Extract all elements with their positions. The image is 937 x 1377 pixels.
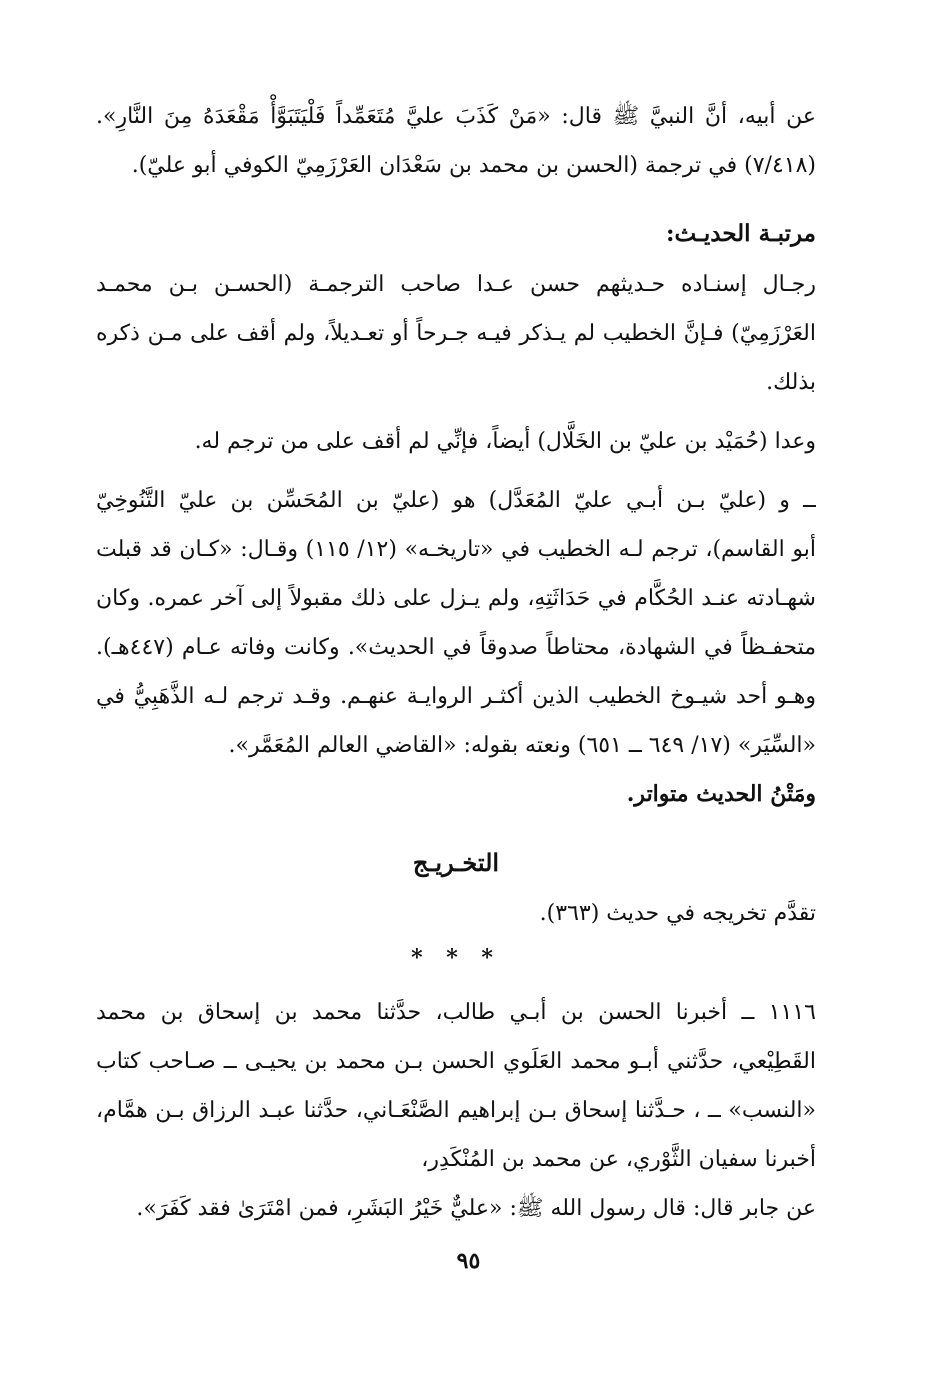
takhrij-text: تقدَّم تخريجه في حديث (٣٦٣). [539, 901, 816, 926]
hadith-line-4: أخبرنا سفيان الثَّوْري، عن محمد بن المُنْكَدِر، [421, 1147, 816, 1172]
rank-para1-line-2: العَرْزَمِيّ) فـإنَّ الخطيب لم يـذكر فيـه جـرحاً أو تعـديلاً، ولم أقف على مـن ذكره [96, 321, 816, 346]
rank-para3-line-4: متحفـظاً في الشهادة، محتاطاً صدوقاً في الحديث». وكانت وفاته عـام (٤٤٧هـ). [96, 635, 816, 660]
page-number: ٩٥ [456, 1248, 481, 1274]
rank-heading: مرتبـة الحديـث: [666, 220, 816, 247]
rank-para3-line-1: ــ و (عليّ بـن أبـي عليّ المُعَدَّل) هو (عليّ بن المُحَسِّن بن عليّ التَّنُوخِيّ [96, 488, 816, 513]
section-separator: * * * [411, 945, 501, 971]
page-body [96, 92, 816, 1233]
hadith-line-1: ١١١٦ ــ أخبرنا الحسن بن أبـي طالب، حدَّثنا محمد بن إسحاق بن محمد [96, 1000, 816, 1025]
takhrij-heading: التخـريـج [412, 848, 500, 877]
hadith-last-line: عن جابر قال: قال رسول الله ﷺ: «عليٌّ خَيْرُ البَشَرِ، فمن امْتَرَىٰ فقد كَفَرَ». [136, 1196, 816, 1221]
intro-line-1: عن أبيه، أنَّ النبيَّ ﷺ قال: «مَنْ كَذَبَ عليَّ مُتَعَمِّداً فَلْيَتَبَوَّأْ مَقْعَدَهُ مِنَ النَّارِ». [96, 104, 816, 129]
rank-para3-line-5: وهـو أحد شيـوخ الخطيب الذين أكثـر الروايـة عنهـم. وقـد ترجم لـه الذَّهَبِيُّ في [96, 684, 816, 709]
intro-line-2: (٧/٤١٨) في ترجمة (الحسن بن محمد بن سَعْدَان العَرْزَمِيّ الكوفي أبو عليّ). [131, 153, 816, 178]
rank-para3-line-2: أبو القاسم)، ترجم لـه الخطيب في «تاريخـه» (١٢/ ١١٥) وقـال: «كـان قد قبلت [96, 537, 816, 562]
rank-para1-line-1: رجـال إسنـاده حـديثهم حسن عـدا صاحب الترجمـة (الحسـن بـن محمـد [96, 272, 816, 297]
rank-para4: ومَتْنُ الحديث متواتر. [626, 781, 816, 807]
hadith-line-2: القَطِيْعي، حدَّثني أبـو محمد العَلَوي الحسن بـن محمد بن يحيـى ــ صـاحب كتاب [96, 1049, 816, 1074]
rank-para3-line-3: شهـادته عنـد الحُكَّام في حَدَاثَتِهِ، ولم يـزل على ذلك مقبولاً إلى آخر عمره. وكان [96, 586, 816, 611]
rank-para2: وعدا (حُمَيْد بن عليّ بن الخَلَّال) أيضاً، فإنِّي لم أقف على من ترجم له. [194, 429, 816, 454]
rank-para3-line-6: «السِّيَر» (١٧/ ٦٤٩ ــ ٦٥١) ونعته بقوله: «القاضي العالم المُعَمَّر». [228, 733, 816, 758]
hadith-line-3: «النسب» ــ ، حـدَّثنا إسحاق بـن إبراهيم الصَّنْعَـاني، حدَّثنا عبـد الرزاق بـن همَّام، [96, 1098, 816, 1123]
rank-para1-line-3: بذلك. [766, 370, 816, 395]
